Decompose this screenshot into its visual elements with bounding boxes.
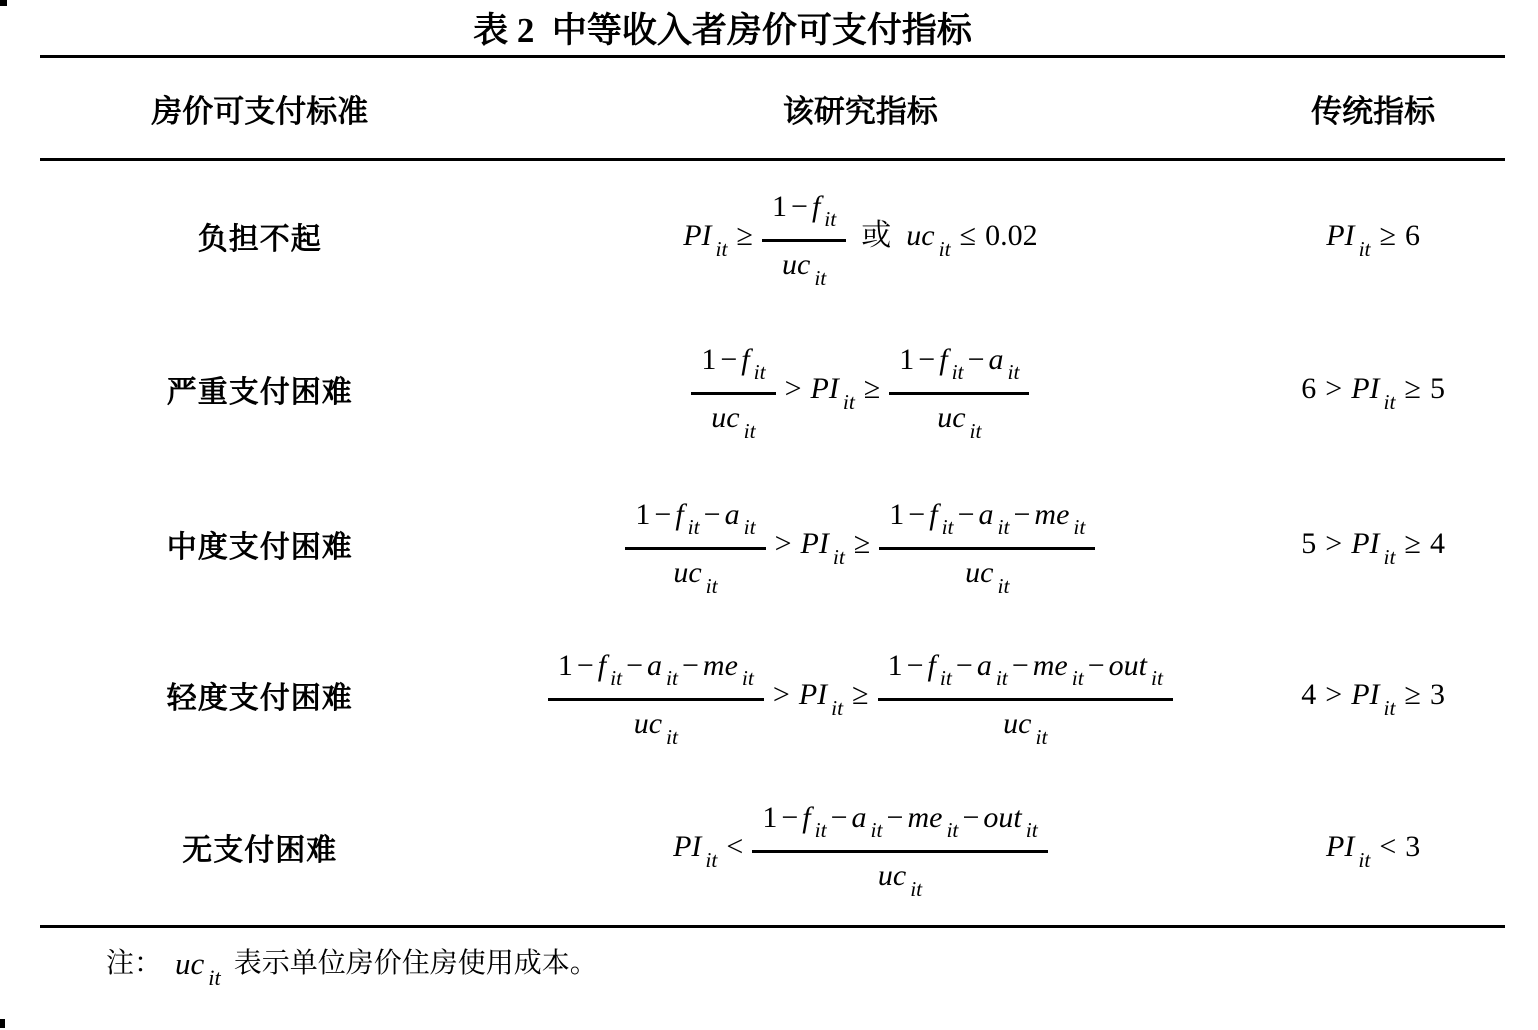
standard-label: 无支付困难 xyxy=(182,834,338,867)
standard-label: 严重支付困难 xyxy=(166,376,353,409)
table-note: 注： uc it 表示单位房价住房使用成本。 xyxy=(106,946,598,991)
research-formula: 1 − f it − a it uc it > PI it ≥ 1 − f it − a it − me it uc it xyxy=(480,467,1242,621)
standard-label: 轻度支付困难 xyxy=(166,682,353,715)
scan-corner-mark-top-left xyxy=(0,0,7,6)
research-formula: PI it < 1 − f it − a it − me it − out it uc it xyxy=(480,769,1242,925)
table-block xyxy=(40,0,1505,991)
table-header-row xyxy=(40,58,1505,161)
table-row xyxy=(40,621,1505,769)
table-title: 表 2 中等收入者房价可支付指标 xyxy=(473,10,972,50)
traditional-formula: PI it < 3 xyxy=(1326,829,1421,872)
table-row xyxy=(40,311,1505,467)
traditional-formula: 5 > PI it ≥ 4 xyxy=(1301,526,1445,569)
header-research-indicator: 该研究指标 xyxy=(782,93,938,129)
table-row xyxy=(40,769,1505,925)
affordability-table xyxy=(40,55,1505,928)
standard-label: 中度支付困难 xyxy=(166,531,353,564)
research-formula: 1 − f it − a it − me it uc it > PI it ≥ 1 − f it − a it − me it − out it uc it xyxy=(480,621,1242,769)
traditional-formula: 4 > PI it ≥ 3 xyxy=(1301,677,1445,720)
research-formula: 1 − f it uc it > PI it ≥ 1 − f it − a it uc it xyxy=(480,311,1242,467)
research-formula: PI it ≥ 1 − f it uc it 或 uc it ≤ 0.02 xyxy=(683,189,1038,290)
table-row xyxy=(40,161,1505,311)
table-row xyxy=(40,467,1505,621)
traditional-formula: PI it ≥ 6 xyxy=(1326,218,1421,261)
scan-corner-mark-bottom-left xyxy=(0,1019,5,1028)
standard-label: 负担不起 xyxy=(197,223,322,256)
header-traditional-indicator: 传统指标 xyxy=(1311,93,1436,129)
traditional-formula: 6 > PI it ≥ 5 xyxy=(1301,371,1445,414)
header-affordability-standard: 房价可支付标准 xyxy=(151,93,369,129)
